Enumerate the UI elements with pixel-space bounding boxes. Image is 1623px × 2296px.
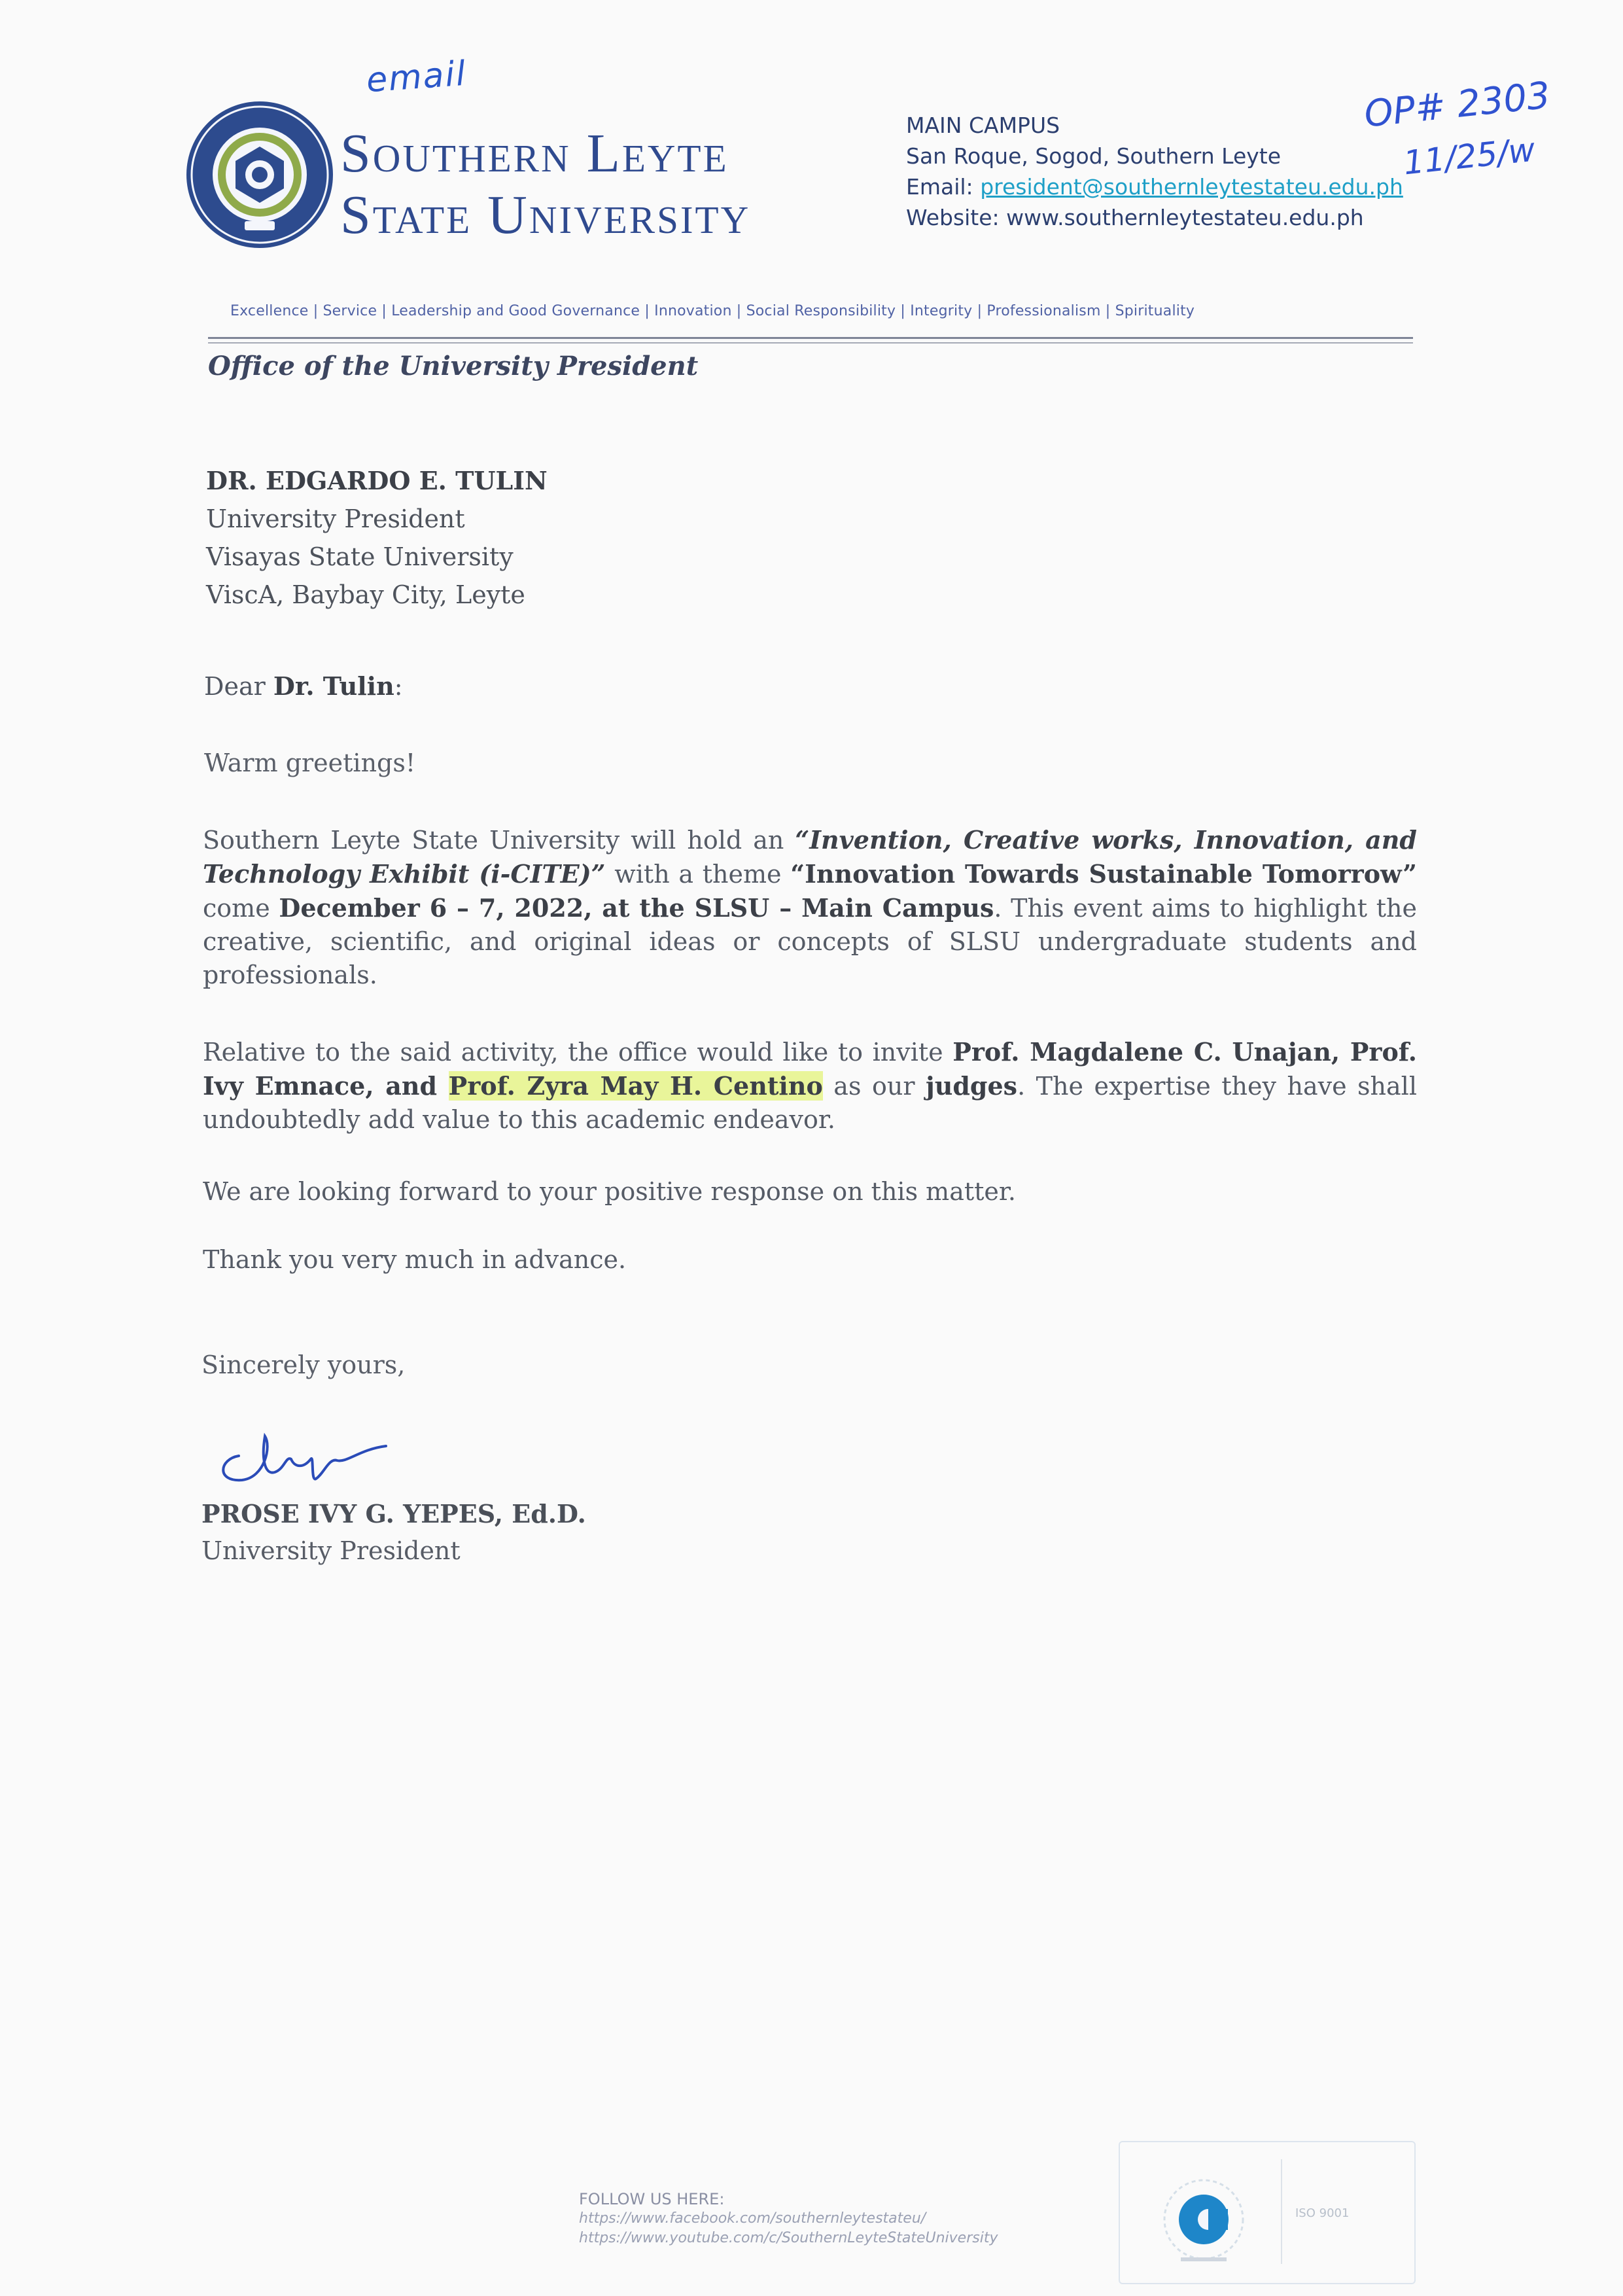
certification-logo-icon	[1155, 2172, 1253, 2270]
iso-divider	[1281, 2159, 1282, 2264]
header-divider-secondary	[208, 342, 1413, 344]
highlighted-judge-name: Prof. Zyra May H. Centino	[448, 1071, 823, 1101]
addressee-block	[206, 462, 548, 614]
p2-text-b: as our	[822, 1072, 926, 1101]
salutation-name: Dr. Tulin	[273, 671, 394, 701]
event-date-venue: December 6 – 7, 2022, at the SLSU – Main Campus	[279, 893, 994, 923]
handwritten-date-note: 11/25/w	[1401, 130, 1537, 183]
signer-block	[201, 1495, 586, 1570]
signer-name: PROSE IVY G. YEPES, Ed.D.	[201, 1499, 586, 1528]
handwritten-op-number: OP# 2303	[1362, 74, 1552, 136]
p1-text-d: . This event aims to highlight the creative, scientific, and original ideas or concepts of SLSU undergraduate students and professionals.	[203, 894, 1417, 989]
p2-text-a: Relative to the said activity, the office would like to invite	[203, 1038, 953, 1067]
body-paragraph-4: Thank you very much in advance.	[203, 1245, 627, 1274]
campus-contact-block	[906, 110, 1403, 233]
signer-title: University President	[201, 1536, 461, 1565]
salutation-suffix: :	[394, 672, 403, 701]
office-title: Office of the University President	[208, 351, 699, 381]
signature-icon	[213, 1420, 389, 1498]
footer-social	[579, 2189, 998, 2248]
body-paragraph-1	[203, 823, 1417, 992]
closing: Sincerely yours,	[201, 1351, 406, 1379]
addressee-name: DR. EDGARDO E. TULIN	[206, 466, 548, 495]
campus-address: San Roque, Sogod, Southern Leyte	[906, 143, 1282, 169]
body-paragraph-2	[203, 1035, 1417, 1137]
event-name: “Invention, Creative works, Innovation, and Technology Exhibit (i-CITE)”	[203, 825, 1418, 889]
university-name	[340, 123, 750, 246]
addressee-institution: Visayas State University	[206, 542, 514, 571]
youtube-link[interactable]: https://www.youtube.com/c/SouthernLeyteStateUniversity	[579, 2230, 998, 2246]
invited-judges: Prof. Magdalene C. Unajan, Prof. Ivy Emnace, and	[203, 1037, 1418, 1101]
p1-text-a: Southern Leyte State University will hold an	[203, 826, 795, 855]
campus-email-row	[906, 171, 1403, 202]
greeting: Warm greetings!	[204, 749, 416, 777]
email-label: Email:	[906, 174, 973, 200]
addressee-location: ViscA, Baybay City, Leyte	[206, 580, 525, 609]
university-name-line1: Southern Leyte	[340, 123, 729, 184]
university-name-line2: State University	[340, 185, 751, 245]
handwritten-email-note: email	[365, 54, 468, 101]
facebook-link[interactable]: https://www.facebook.com/southernleytestateu/	[579, 2210, 926, 2227]
header-divider	[208, 337, 1413, 339]
event-theme: “Innovation Towards Sustainable Tomorrow”	[790, 859, 1418, 889]
salutation-prefix: Dear	[204, 672, 273, 701]
email-link[interactable]: president@southernleytestateu.edu.ph	[980, 174, 1403, 200]
core-values-line: Excellence | Service | Leadership and Good Governance | Innovation | Social Responsibility | Integrity | Professionalism | Spirituality	[230, 303, 1195, 319]
salutation	[204, 671, 403, 701]
judges-role: judges	[925, 1071, 1018, 1101]
body-paragraph-3: We are looking forward to your positive response on this matter.	[203, 1177, 1016, 1206]
addressee-title: University President	[206, 504, 465, 533]
p1-text-b: with a theme	[605, 860, 791, 889]
follow-label: FOLLOW US HERE:	[579, 2190, 725, 2208]
p2-text-c: . The expertise they have shall undoubtedly add value to this academic endeavor.	[203, 1072, 1417, 1134]
p1-text-c: come	[203, 894, 279, 923]
university-seal-icon	[184, 99, 335, 250]
campus-label: MAIN CAMPUS	[906, 113, 1060, 138]
campus-website: Website: www.southernleytestateu.edu.ph	[906, 205, 1364, 230]
iso-label: ISO 9001	[1295, 2206, 1350, 2220]
